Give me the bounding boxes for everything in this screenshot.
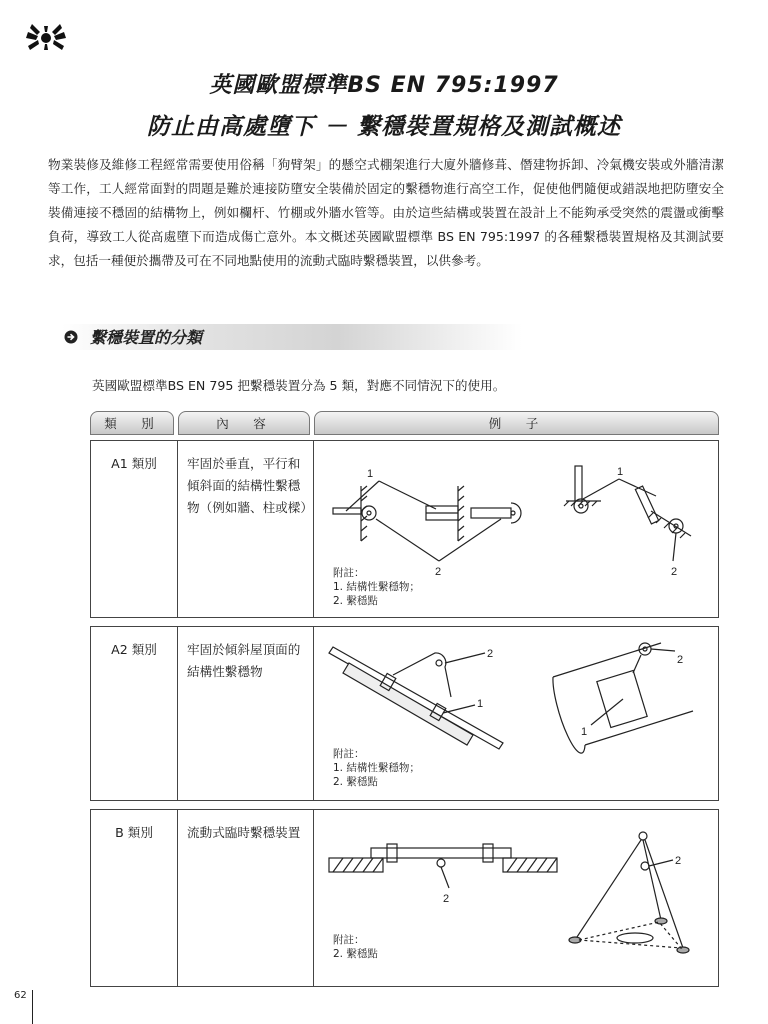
note-item: 1. 結構性繫穩物； xyxy=(333,762,420,774)
page-number-divider xyxy=(32,990,33,1024)
fig-label: 2 xyxy=(675,855,682,867)
intro-paragraph: 物業裝修及維修工程經常需要使用俗稱「狗臂架」的懸空式棚架進行大廈外牆修葺、僭建物拆卸、冷氣機安裝或外牆清潔等工作，工人經常面對的問題是難於連接防墮安全裝備於固定的繫穩物進行高空工作，促使他們隨便或錯誤地把防墮安全裝備連接不穩固的結構物上，例如欄杆、竹棚或外牆水管等。由於這些結構或裝置在設計上不能夠承受突然的震盪或衝擊負荷，導致工人從高處墮下而造成傷亡意外。本文概述英國歐盟標準 BS EN 795:1997 的各種繫穩裝置規格及其測試要求，包括一種便於攜帶及可在不同地點使用的流動式臨時繫穩裝置，以供參考。 xyxy=(48,157,724,268)
note-item: 1. 結構性繫穩物； xyxy=(333,581,420,593)
note-item: 2. 繫穩點 xyxy=(333,776,378,788)
a2-roof-anchor-diagram xyxy=(323,635,703,755)
fig-label: 1 xyxy=(477,698,484,710)
sub-title: 防止由高處墮下 － 繫穩裝置規格及測試概述 xyxy=(146,114,621,140)
section-subtitle: 英國歐盟標準BS EN 795 把繫穩裝置分為 5 類，對應不同情況下的使用。 xyxy=(92,378,506,393)
table-row xyxy=(90,809,719,987)
main-title: 英國歐盟標準BS EN 795:1997 xyxy=(209,73,559,98)
table-row xyxy=(90,440,719,618)
fig-label: 2 xyxy=(677,654,684,666)
table-header-category: 類 別 xyxy=(90,411,174,435)
table-header-content: 內 容 xyxy=(178,411,310,435)
row-category: A1 類別 xyxy=(111,456,157,471)
fig-label: 2 xyxy=(435,566,442,576)
fig-label: 1 xyxy=(617,466,624,478)
row-category: A2 類別 xyxy=(111,642,157,657)
a1-anchor-diagram xyxy=(321,451,711,576)
fig-label: 2 xyxy=(671,566,678,576)
fig-label: 2 xyxy=(443,893,450,905)
note-item: 2. 繫穩點 xyxy=(333,595,378,607)
row-description: 牢固於垂直，平行和傾斜面的結構性繫穩物（例如牆、柱或樑） xyxy=(187,456,313,515)
fig-label: 1 xyxy=(367,468,374,480)
note-title: 附註： xyxy=(333,748,365,760)
note-title: 附註： xyxy=(333,934,365,946)
note-title: 附註： xyxy=(333,567,365,579)
page-number: 62 xyxy=(14,990,27,1001)
arrow-circle-icon xyxy=(64,330,78,344)
note-item: 2. 繫穩點 xyxy=(333,948,378,960)
b-portable-anchor-diagram xyxy=(323,820,703,970)
fig-label: 2 xyxy=(487,648,494,660)
row-category: B 類別 xyxy=(115,825,153,840)
organization-logo-icon xyxy=(24,22,68,54)
section-title: 繫穩裝置的分類 xyxy=(90,328,203,347)
table-row xyxy=(90,626,719,801)
row-description: 流動式臨時繫穩裝置 xyxy=(187,825,301,840)
table-header-example: 例 子 xyxy=(314,411,719,435)
fig-label: 1 xyxy=(581,726,588,738)
row-description: 牢固於傾斜屋頂面的結構性繫穩物 xyxy=(187,642,301,679)
